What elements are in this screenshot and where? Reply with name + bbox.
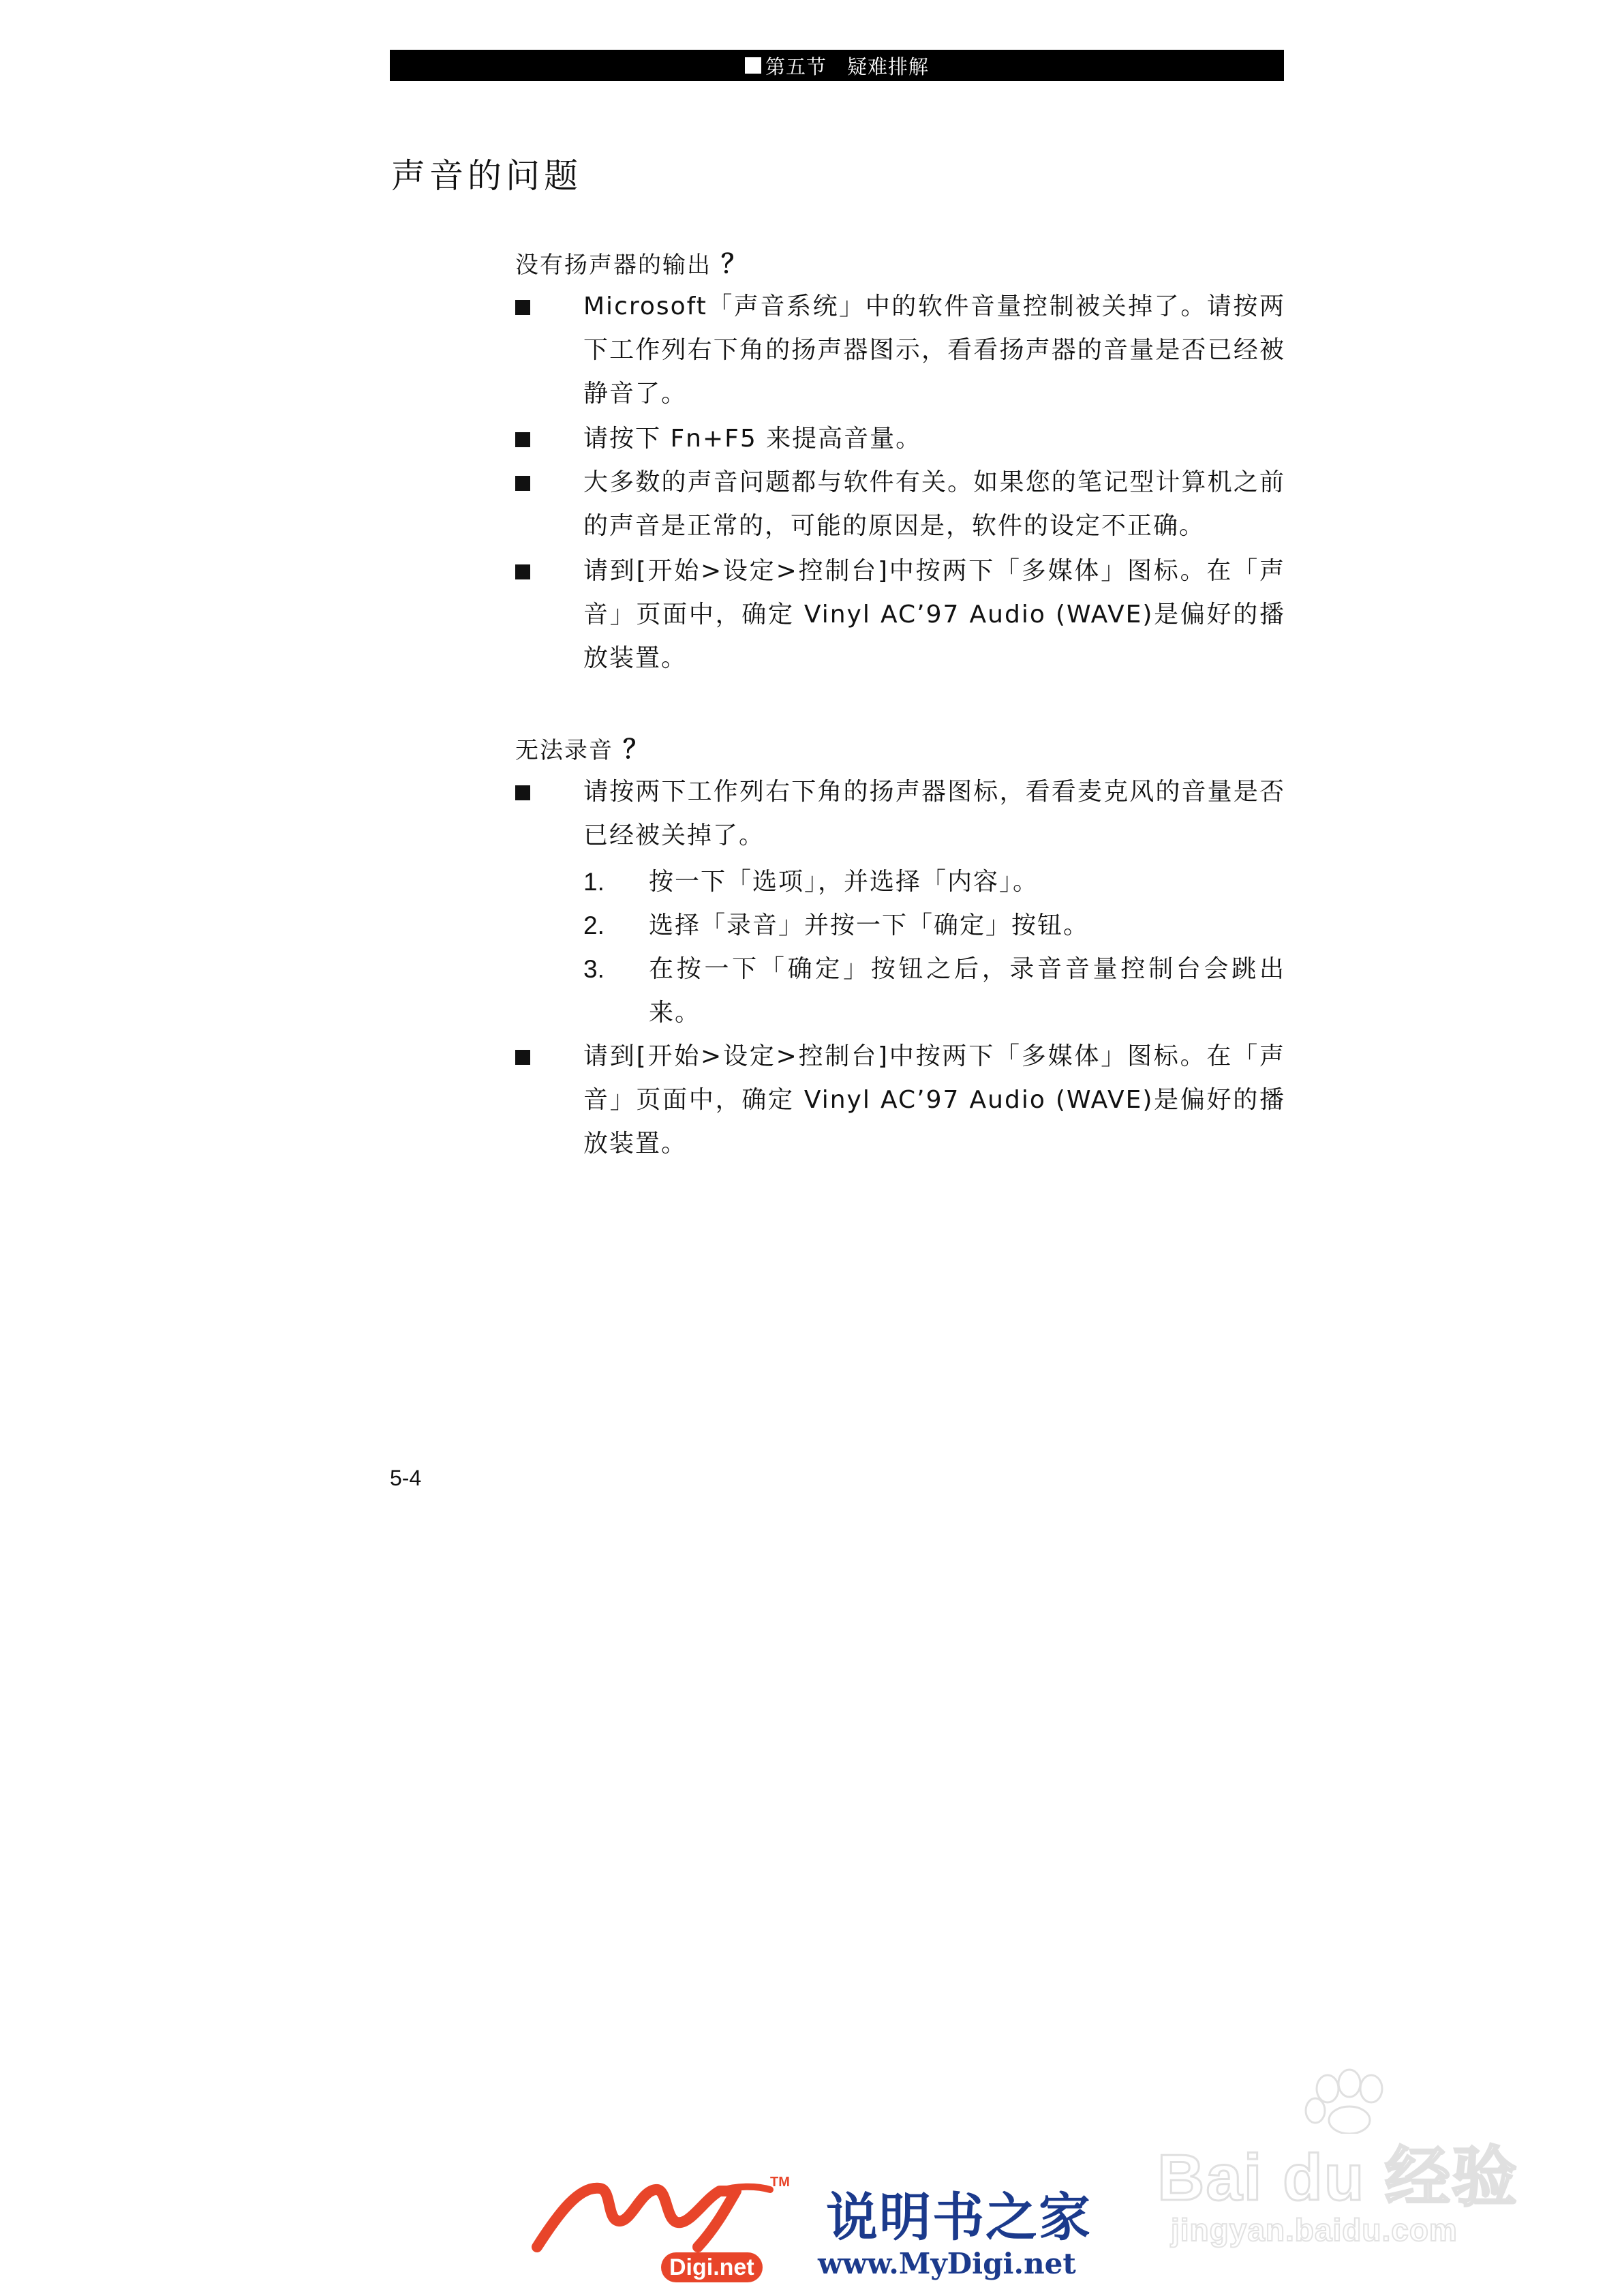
bullet-text: 请按两下工作列右下角的扬声器图标，看看麦克风的音量是否已经被关掉了。	[583, 778, 1285, 849]
mydigi-logo	[532, 2172, 1111, 2295]
step-number: 2.	[583, 911, 605, 939]
question-mark: ？	[623, 736, 651, 764]
baidu-jingyan-watermark	[1157, 2066, 1539, 2250]
trademark-mark: TM	[770, 2175, 790, 2190]
square-bullet-icon	[515, 300, 530, 315]
square-bullet-icon	[515, 432, 530, 447]
question-mark: ？	[721, 250, 749, 279]
square-bullet-icon	[515, 785, 530, 800]
subheading-text: 没有扬声器的输出	[515, 252, 711, 279]
watermark-main-text: Bai du 经验	[1157, 2141, 1519, 2214]
step-text: 按一下「选项」，并选择「内容」。	[649, 868, 1039, 896]
chapter-header-title: 第五节 疑难排解	[765, 55, 929, 78]
watermark-url: jingyan.baidu.com	[1171, 2212, 1458, 2248]
square-bullet-icon	[515, 1050, 530, 1065]
bullet-text: 请到[开始>设定>控制台]中按两下「多媒体」图标。在「声音」页面中，确定 Vinyl AC’97 Audio (WAVE)是偏好的播放装置。	[583, 1042, 1285, 1158]
bullet-text: 请到[开始>设定>控制台]中按两下「多媒体」图标。在「声音」页面中，确定 Vinyl AC’97 Audio (WAVE)是偏好的播放装置。	[583, 557, 1285, 672]
section-title: 声音的问题	[391, 156, 582, 196]
step-number: 3.	[583, 955, 605, 983]
square-bullet-icon	[745, 57, 761, 74]
square-bullet-icon	[515, 564, 530, 579]
square-bullet-icon	[515, 476, 530, 491]
brand-name-cn: 说明书之家	[826, 2187, 1092, 2248]
digi-net-badge: Digi.net	[661, 2252, 763, 2282]
paw-icon	[1157, 2066, 1539, 2134]
subheading-cannot-record	[515, 728, 650, 766]
bullet-text: 请按下 Fn+F5 来提高音量。	[583, 425, 922, 453]
bullet-text: Microsoft「声音系统」中的软件音量控制被关掉了。请按两下工作列右下角的扬声器图示，看看扬声器的音量是否已经被静音了。	[583, 292, 1285, 408]
bullet-text: 大多数的声音问题都与软件有关。如果您的笔记型计算机之前的声音是正常的，可能的原因是，软件的设定不正确。	[583, 468, 1285, 540]
chapter-header-bar	[390, 50, 1284, 81]
page-number: 5-4	[390, 1466, 422, 1490]
brand-url: www.MyDigi.net	[818, 2247, 1076, 2280]
subheading-no-speaker-output	[515, 243, 748, 280]
step-text: 选择「录音」并按一下「确定」按钮。	[649, 911, 1090, 939]
subheading-text: 无法录音	[515, 737, 613, 764]
step-text: 在按一下「确定」按钮之后，录音音量控制台会跳出来。	[649, 955, 1285, 1027]
step-number: 1.	[583, 868, 605, 896]
my-script-logo-icon	[532, 2172, 804, 2254]
